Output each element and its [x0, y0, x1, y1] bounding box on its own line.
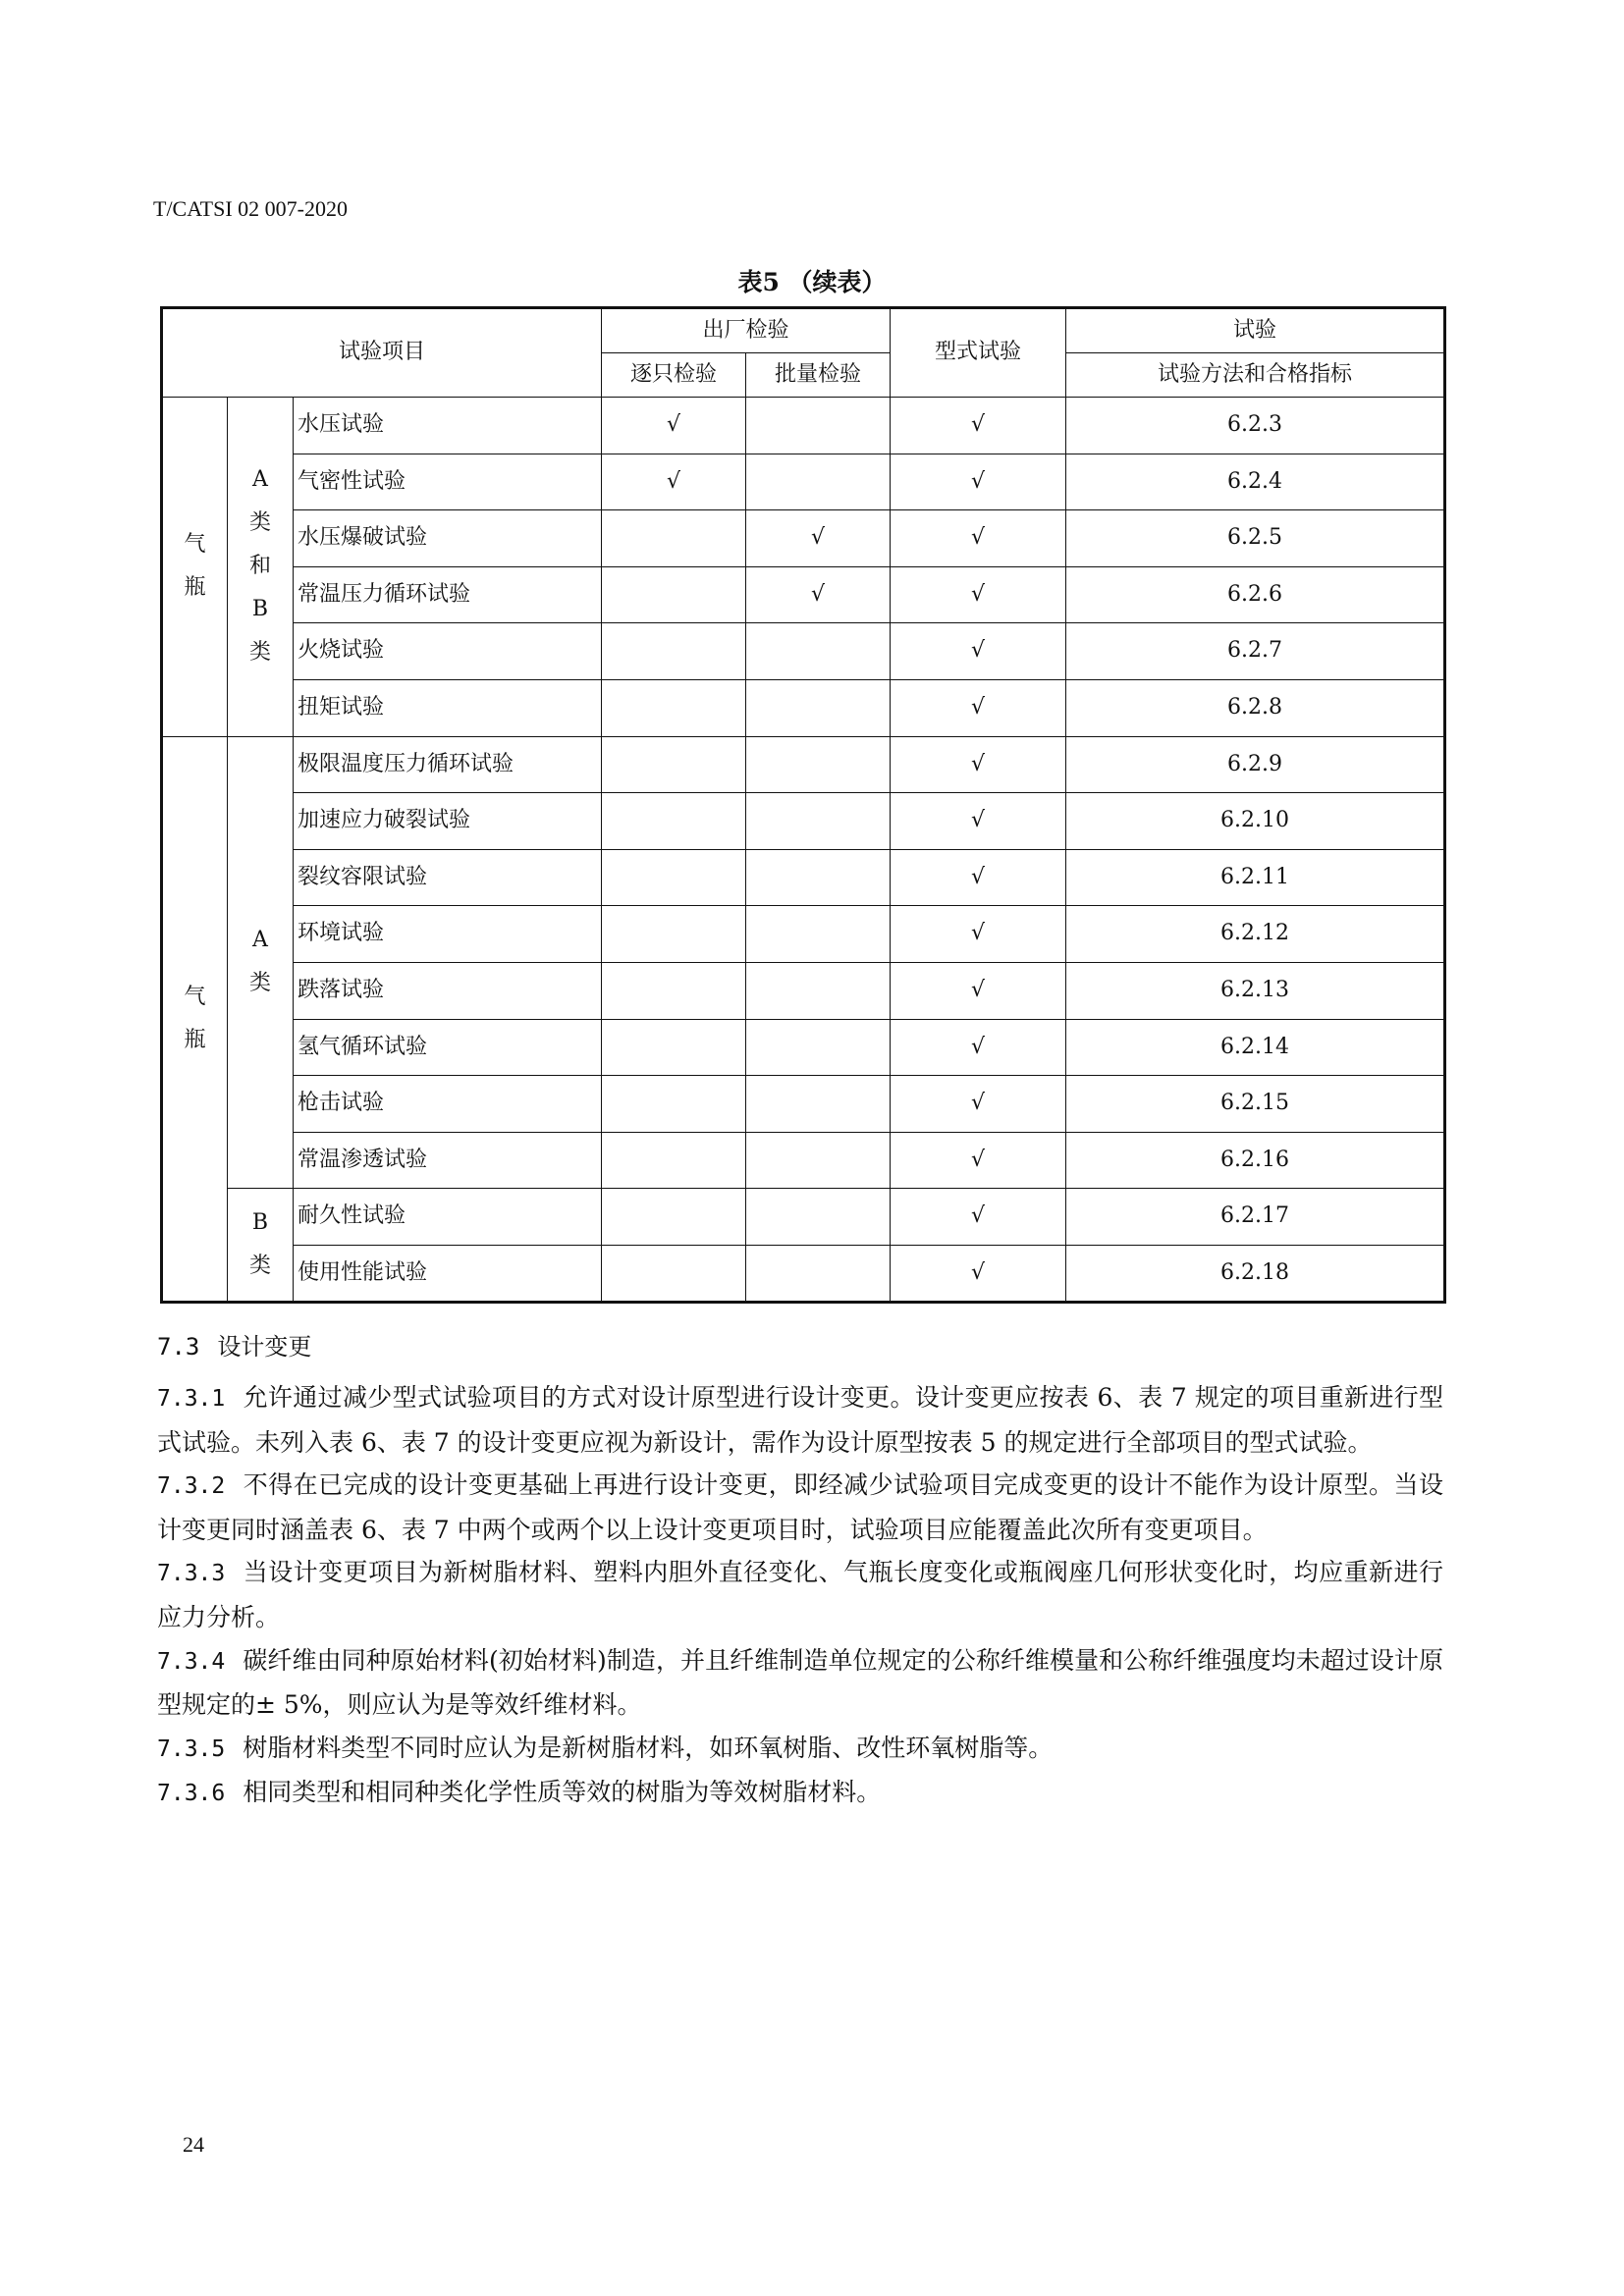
- header-test-item: 试验项目: [162, 308, 602, 398]
- header-row-1: [162, 308, 1445, 353]
- clause: [157, 1376, 1443, 1464]
- type-test-cell: √: [891, 454, 1066, 510]
- table-title: 表5 （续表）: [737, 268, 887, 296]
- method-reference-cell: 6.2.12: [1066, 906, 1445, 963]
- test-items-table: [160, 306, 1446, 1304]
- test-item-cell: 火烧试验: [294, 623, 602, 680]
- clause-list: [157, 1376, 1443, 1816]
- batch-inspection-cell: [746, 1189, 891, 1246]
- batch-inspection-cell: [746, 962, 891, 1019]
- type-test-cell: √: [891, 793, 1066, 850]
- method-reference-cell: 6.2.14: [1066, 1019, 1445, 1076]
- clause-number: 7.3.2: [157, 1473, 226, 1500]
- header-test-method: 试验方法和合格指标: [1066, 353, 1445, 398]
- batch-inspection-cell: [746, 906, 891, 963]
- subgroup-label-cell: [228, 398, 294, 737]
- clause-text: 相同类型和相同种类化学性质等效的树脂为等效树脂材料。: [243, 1778, 882, 1807]
- type-test-cell: √: [891, 736, 1066, 793]
- test-item-cell: 裂纹容限试验: [294, 849, 602, 906]
- each-inspection-cell: [602, 793, 746, 850]
- type-test-cell: √: [891, 962, 1066, 1019]
- batch-inspection-cell: [746, 1245, 891, 1302]
- clause-number: 7.3.4: [157, 1648, 226, 1675]
- type-test-cell: √: [891, 1245, 1066, 1302]
- table-row: [162, 1019, 1445, 1076]
- method-reference-cell: 6.2.7: [1066, 623, 1445, 680]
- method-reference-cell: 6.2.13: [1066, 962, 1445, 1019]
- test-item-cell: 扭矩试验: [294, 679, 602, 736]
- test-item-cell: 耐久性试验: [294, 1189, 602, 1246]
- clause-text: 当设计变更项目为新树脂材料、塑料内胆外直径变化、气瓶长度变化或瓶阀座几何形状变化时，均应重新进行应力分析。: [157, 1558, 1443, 1631]
- header-factory-inspection: 出厂检验: [602, 308, 891, 353]
- each-inspection-cell: [602, 566, 746, 623]
- table-row: [162, 398, 1445, 454]
- section-title: 设计变更: [217, 1333, 312, 1361]
- each-inspection-cell: [602, 1019, 746, 1076]
- group-label-cell-text: 气 瓶: [184, 984, 206, 1052]
- table-row: [162, 962, 1445, 1019]
- table-row: [162, 679, 1445, 736]
- each-inspection-cell: [602, 1132, 746, 1189]
- each-inspection-cell: [602, 1245, 746, 1302]
- each-inspection-cell: [602, 849, 746, 906]
- each-inspection-cell: [602, 679, 746, 736]
- method-reference-cell: 6.2.5: [1066, 510, 1445, 567]
- subgroup-label-cell-text: B 类: [248, 1209, 271, 1278]
- table-row: [162, 736, 1445, 793]
- method-reference-cell: 6.2.16: [1066, 1132, 1445, 1189]
- subgroup-label-cell-text: A 类 和 B 类: [248, 467, 271, 666]
- method-reference-cell: 6.2.6: [1066, 566, 1445, 623]
- clause: [157, 1464, 1443, 1551]
- test-item-cell: 加速应力破裂试验: [294, 793, 602, 850]
- each-inspection-cell: [602, 623, 746, 680]
- test-item-cell: 氢气循环试验: [294, 1019, 602, 1076]
- batch-inspection-cell: [746, 679, 891, 736]
- test-item-cell: 常温渗透试验: [294, 1132, 602, 1189]
- type-test-cell: √: [891, 1076, 1066, 1133]
- batch-inspection-cell: [746, 793, 891, 850]
- document-code: T/CATSI 02 007-2020: [153, 196, 348, 221]
- test-item-cell: 常温压力循环试验: [294, 566, 602, 623]
- type-test-cell: √: [891, 510, 1066, 567]
- each-inspection-cell: √: [602, 454, 746, 510]
- clause-text: 树脂材料类型不同时应认为是新树脂材料，如环氧树脂、改性环氧树脂等。: [243, 1733, 1054, 1762]
- group-label-cell: [162, 398, 228, 737]
- table-row: [162, 1132, 1445, 1189]
- clause-text: 碳纤维由同种原始材料(初始材料)制造，并且纤维制造单位规定的公称纤维模量和公称纤维强度均未超过设计原型规定的± 5%，则应认为是等效纤维材料。: [157, 1645, 1443, 1720]
- batch-inspection-cell: [746, 736, 891, 793]
- table-row: [162, 623, 1445, 680]
- batch-inspection-cell: √: [746, 566, 891, 623]
- subgroup-label-cell: [228, 1189, 294, 1302]
- test-item-cell: 枪击试验: [294, 1076, 602, 1133]
- each-inspection-cell: [602, 962, 746, 1019]
- method-reference-cell: 6.2.3: [1066, 398, 1445, 454]
- type-test-cell: √: [891, 398, 1066, 454]
- subgroup-label-cell: [228, 736, 294, 1189]
- each-inspection-cell: [602, 1189, 746, 1246]
- clause-number: 7.3.3: [157, 1561, 226, 1587]
- table-row: [162, 454, 1445, 510]
- test-item-cell: 气密性试验: [294, 454, 602, 510]
- batch-inspection-cell: [746, 623, 891, 680]
- table-row: [162, 510, 1445, 567]
- batch-inspection-cell: [746, 398, 891, 454]
- table-row: [162, 566, 1445, 623]
- test-item-cell: 极限温度压力循环试验: [294, 736, 602, 793]
- batch-inspection-cell: [746, 1019, 891, 1076]
- table-row: [162, 1245, 1445, 1302]
- type-test-cell: √: [891, 1019, 1066, 1076]
- type-test-cell: √: [891, 679, 1066, 736]
- type-test-cell: √: [891, 623, 1066, 680]
- batch-inspection-cell: [746, 1132, 891, 1189]
- each-inspection-cell: √: [602, 398, 746, 454]
- test-item-cell: 跌落试验: [294, 962, 602, 1019]
- type-test-cell: √: [891, 566, 1066, 623]
- batch-inspection-cell: [746, 454, 891, 510]
- method-reference-cell: 6.2.11: [1066, 849, 1445, 906]
- clause: [157, 1727, 1443, 1772]
- each-inspection-cell: [602, 510, 746, 567]
- section-number: 7.3: [157, 1333, 200, 1361]
- each-inspection-cell: [602, 736, 746, 793]
- test-item-cell: 水压试验: [294, 398, 602, 454]
- clause-number: 7.3.1: [157, 1386, 226, 1412]
- subgroup-label-cell-text: A 类: [248, 928, 271, 996]
- method-reference-cell: 6.2.4: [1066, 454, 1445, 510]
- clause-text: 允许通过减少型式试验项目的方式对设计原型进行设计变更。设计变更应按表 6、表 7 规定的项目重新进行型式试验。未列入表 6、表 7 的设计变更应视为新设计，需作为设计原型按表 5 的规定进行全部项目的型式试验。: [157, 1383, 1443, 1457]
- clause: [157, 1639, 1443, 1727]
- method-reference-cell: 6.2.18: [1066, 1245, 1445, 1302]
- table-row: [162, 1189, 1445, 1246]
- clause: [157, 1551, 1443, 1638]
- test-item-cell: 使用性能试验: [294, 1245, 602, 1302]
- header-type-test: 型式试验: [891, 308, 1066, 398]
- type-test-cell: √: [891, 1132, 1066, 1189]
- group-label-cell-text: 气 瓶: [184, 532, 206, 601]
- header-each-inspection: 逐只检验: [602, 353, 746, 398]
- batch-inspection-cell: √: [746, 510, 891, 567]
- clause-number: 7.3.6: [157, 1781, 226, 1807]
- method-reference-cell: 6.2.9: [1066, 736, 1445, 793]
- section-heading: [157, 1327, 311, 1362]
- group-label-cell: [162, 736, 228, 1302]
- type-test-cell: √: [891, 849, 1066, 906]
- each-inspection-cell: [602, 906, 746, 963]
- table-row: [162, 906, 1445, 963]
- header-test: 试验: [1066, 308, 1445, 353]
- header-batch-inspection: 批量检验: [746, 353, 891, 398]
- clause-number: 7.3.5: [157, 1735, 226, 1762]
- type-test-cell: √: [891, 1189, 1066, 1246]
- test-item-cell: 环境试验: [294, 906, 602, 963]
- clause-text: 不得在已完成的设计变更基础上再进行设计变更，即经减少试验项目完成变更的设计不能作为设计原型。当设计变更同时涵盖表 6、表 7 中两个或两个以上设计变更项目时，试验项目应能覆盖此次所有变更项目。: [157, 1470, 1443, 1544]
- method-reference-cell: 6.2.8: [1066, 679, 1445, 736]
- test-item-cell: 水压爆破试验: [294, 510, 602, 567]
- table-row: [162, 1076, 1445, 1133]
- table-row: [162, 793, 1445, 850]
- batch-inspection-cell: [746, 849, 891, 906]
- clause: [157, 1771, 1443, 1816]
- each-inspection-cell: [602, 1076, 746, 1133]
- method-reference-cell: 6.2.15: [1066, 1076, 1445, 1133]
- page-number: 24: [183, 2132, 204, 2157]
- method-reference-cell: 6.2.10: [1066, 793, 1445, 850]
- method-reference-cell: 6.2.17: [1066, 1189, 1445, 1246]
- table-row: [162, 849, 1445, 906]
- type-test-cell: √: [891, 906, 1066, 963]
- batch-inspection-cell: [746, 1076, 891, 1133]
